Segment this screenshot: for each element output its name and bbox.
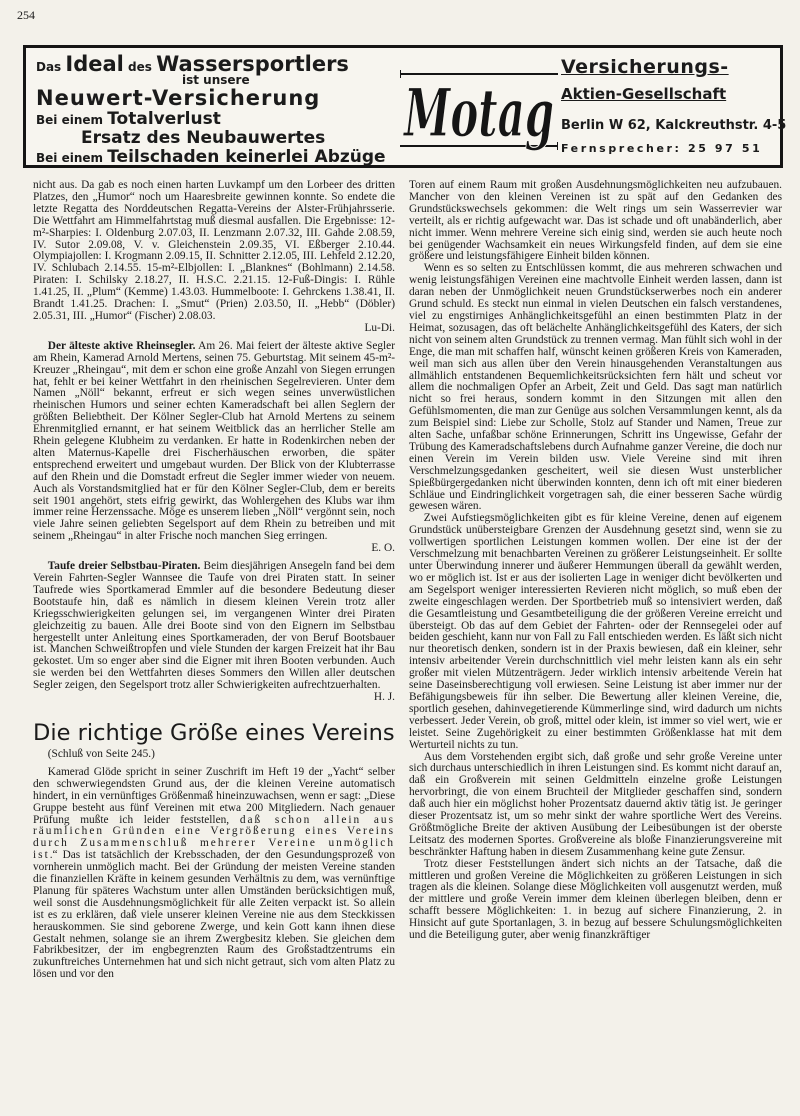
piraten-text: Beim diesjährigen Ansegeln fand bei dem Verein Fahrten-Segler Wannsee die Taufe von drei Piraten statt. In seiner Taufrede wies Sportkamerad Emmler auf die besondere Bedeutung dieser Bootstaufe hin, daß es nämlich in diesem kleinen Verein trotz aller Kriegsschwierigkeiten gelungen sei, im vergangenen Winter drei Piraten gleichzeitig zu bauen. Alle drei Boote sind von den Eignern im Selbstbau hergestellt unter Anleitung eines Sportkameraden, der von Beruf Bootsbauer ist. Manchen Schweißtropfen und viele Stunden der kargen Freizeit hat ihr Bau gekostet. Um so enger aber sind die Eigner mit ihren Booten verbunden. Auch sie werden bei den Wettfahrten dieses Sommers den Willen aller deutschen Segler zeigen, den Segelsport trotz aller Schwierigkeiten aufrechtzuerhalten. (33, 560, 395, 692)
company-info (561, 56, 787, 155)
article-text: Kamerad Glöde spricht in seiner Zuschrift im Heft 19 der „Yacht“ selber den schwerwiegendsten Grund aus, der die kleinen Vereine automatisch hindert, in ein vernünftiges Größenmaß hineinzuwachsen, wenn er sagt: „Diese Gruppe besteht aus fünf Vereinen mit etwa 200 Mitgliedern. Nach genauer Prüfung mußte ich leider feststellen, (33, 765, 395, 826)
right-column (409, 180, 782, 942)
page-number: 254 (17, 8, 35, 22)
article-paragraph: Toren auf einem Raum mit großen Ausdehnungsmöglichkeiten neu aufzubauen. Mancher von den kleinen Vereinen ist zu spät auf den Gedanken des Grundstückswechsels gekommen: die Welt rings um sein Wasserrevier war verteilt, als er richtig aufgewacht war. Das ist schade und oft unabänderlich, aber nicht immer. Wenn mehrere Vereine sich einig sind, werden sie auch heute noch bei genügender Wachsamkeit ein neues Wirkungsfeld finden, auf dem sie eine größere und leistungsfähigere Einheit bilden können. (409, 179, 782, 263)
continuation-note: (Schluß von Seite 245.) (47, 747, 155, 760)
rheinsegler-text: Am 26. Mai feiert der älteste aktive Segler am Rhein, Kamerad Arnold Mertens, seinen 75. Geburtstag. Mit seinem 45-m²-Kreuzer „Rheingau“, mit dem er schon eine große Anzahl von Siegen errungen hat, fehlt er bei keiner Wettfahrt in den rheinischen Segelrevieren. Unter dem Namen „Nöll“ bekannt, erfreut er sich wegen seines unverwüstlichen rheinischen Humors und seiner echten Kameradschaft bei allen Seglern der größten Beliebtheit. Der Kölner Segler-Club hat Arnold Mertens zu seinem Ehrenmitglied ernannt, er hat seinem Weitblick das an herrlicher Stelle am Rhein gelegene Klubheim zu verdanken. Er hatte in Rodenkirchen neben der alten Maternus-Kapelle drei Fischerhäuschen erworben, die später entsprechend erweitert und umgebaut wurden. Der Blick von der Klubterrasse auf den Rhein und die Domstadt erfreut die Segler immer wieder von neuem. Auch als Vorstandsmitglied hat er für den Kölner Segler-Club, dem er bereits seit 1901 angehört, stets eifrig gewirkt, das Wohlergehen des Klubs war ihm immer reine Herzenssache. Möge es unserem lieben „Nöll“ vergönnt sein, noch viele Jahre seinen geliebten Segelsport auf dem Rhein zu betreiben und mit seinem „Rheingau“ in alter Frische noch manchen Sieg erringen. (33, 339, 395, 543)
left-column (33, 180, 395, 981)
ad-word-bei-einem-2: Bei einem (36, 151, 108, 165)
article-title: Die richtige Größe eines Vereins (33, 719, 395, 746)
ad-word-teilschaden: Teilschaden keinerlei Abzüge (107, 147, 386, 167)
company-address: Berlin W 62, Kalckreuthstr. 4-5 (561, 117, 787, 133)
article-paragraph: Trotz dieser Feststellungen ändert sich nichts an der Tatsache, daß die mittleren und großen Vereine die Möglichkeiten zu größeren Leistungen in sich tragen als die kleinen. Solange diese Möglichkeiten voll ausgenutzt werden, muß der mittlere und große Verein immer dem kleinen überlegen bleiben, denn er schafft bessere Möglichkeiten: 1. in bezug auf sichere Finanzierung, 2. in Hinsicht auf gute Sportanlagen, 3. in bezug auf bessere Schulungsmöglichkeiten und die Beteiligung guter, aber wenig finanzkräftiger (409, 857, 782, 942)
company-name-line-1: Versicherungs- (561, 56, 729, 78)
ad-word-wassersportlers: Wassersportlers (156, 52, 349, 76)
author-signature: H. J. (373, 691, 395, 704)
company-name-line-2: Aktien-Gesellschaft (561, 84, 727, 103)
piraten-paragraph (33, 561, 395, 692)
ad-line-2: ist unsere (182, 73, 250, 87)
article-paragraph: Zwei Aufstiegsmöglichkeiten gibt es für kleine Vereine, denen auf eigenem Grundstück unübersteigbare Grenzen der Ausdehnung gesetzt sind, wenn sie zu vollwertigen sportlichen Leistungen kommen wollen. Der eine ist der der Verschmelzung mit benachbarten Vereinen zu größerer Leistungseinheit. Er sollte unter Überwindung innerer und äußerer Hemmungen überall da gewählt werden, wo er möglich ist. Ist er aus der isolierten Lage in weniger dicht bevölkerten und am Segelsport weniger interessierten Revieren nicht möglich, so muß eben der zweite eingeschlagen werden. Der Sportbetrieb muß so intensiviert werden, daß die Gesamtleistung und Gesamtbeteiligung die der größeren Vereine erreicht und übersteigt. Ob das auf dem Gebiet der Fahrten- oder der Rennsegelei oder auf beiden geschieht, kann nur von Fall zu Fall entschieden werden. Es läßt sich nicht nur theoretisch denken, sondern ist in der Praxis bewiesen, daß ein kleiner, sehr intensiv arbeitender Verein durchschnittlich viel mehr leisten kann als ein sehr großer mit vielen Mützenträgern. Jeder wirklich intensiv arbeitende Verein hat seine Daseinsberechtigung voll erwiesen. Seine Leistung ist aber immer nur der Befähigungsbeweis für ihn selber. Die Bewertung aller kleinen Vereine, die, sportlich gesehen, dahinvegetierende Kümmerlinge sind, wird dadurch um nichts verbessert. Jeder Verein, ob groß, mittel oder klein, ist immer so viel wert, wie er leistet. Seine Zugehörigkeit zu einer bestimmten Größenklasse hat mit dem Werturteil nichts zu tun. (409, 512, 782, 751)
ad-line-1 (36, 54, 376, 75)
company-phone: Fernsprecher: 25 97 51 (561, 141, 763, 155)
piraten-heading: Taufe dreier Selbstbau-Piraten. (47, 560, 201, 573)
rheinsegler-heading: Der älteste aktive Rheinsegler. (47, 339, 196, 352)
logo-text: Motag (402, 74, 554, 152)
article-paragraph: Wenn es so selten zu Entschlüssen kommt, die aus mehreren schwachen und wenig leistungsfähigen Vereinen eine machtvolle Einheit werden lassen, dann ist daran neben der Unmöglichkeit neuen Grundstückserwerbes noch ein anderer Grund schuld. Es steckt nun einmal in vielen Deutschen ein falsch verstandenes, viel zu engstirniges Anhänglichkeitsgefühl an einen bestimmten Platz in der Heimat, sozusagen, das oft belächelte Anhänglichkeitsgefühl des Katers, der sich nicht von seinem alten Grundstück zu trennen vermag. Man fühlt sich wohl in der Enge, die man mit schaffen half, wünscht keinen größeren Kreis von Kameraden, weil man sich aus allen über den Verein hinausgehenden Veranstaltungen aus allmählich entstandenen Bequemlichkeitsrücksichten fern hält und scheut vor allem die nochmaligen Opfer an Arbeit, Zeit und Geld. Das sagt man natürlich nicht so frei heraus, sondern kommt in den Sitzungen mit allen den Gefühlsmomenten, die man zur Genüge aus solchen Versammlungen kennt, als da zum Beispiel sind: Liebe zur Scholle, Stolz auf Stander und Namen, Treue zur alten Sache, unfaßbar schöne Erinnerungen, Schritt ins Ungewisse, Gefahr der Trübung des Kameradschaftslebens durch Aufnahme ganzer Vereine, die doch nur einen Verein im Verein bilden usw. Viele Vereine sind mit ihren Verschmelzungsgedanken gescheitert, weil sie diesen Wust unsterblicher Spießbürgergedanken nicht überwinden konnten, denn ich oft mit einer biederen Schläue und Eindringlichkeit vorgetragen sah, die einer besseren Sache würdig gewesen wären. (409, 262, 782, 513)
regatta-results-paragraph: nicht aus. Da gab es noch einen harten Luvkampf um den Lorbeer des dritten Platzes, den „Humor“ noch um Haaresbreite gewinnen konnte. So endete die letzte Regatta des Norddeutschen Regatta-Vereins der Alster-Frühjahrsserie. Die Wettfahrt am Himmelfahrtstag muß diesmal ausfallen. Die Ergebnisse: 12-m²-Sharpies: I. Oldenburg 2.07.03, II. Lenzmann 2.07.32, III. Gahde 2.08.59, IV. Sutor 2.09.08, V. v. Gleichenstein 2.09.35, VI. Eßberger 2.10.44. Olympiajollen: I. Krogmann 2.09.15, II. Schnitter 2.12.05, III. Lehfeld 2.12.20, IV. Schlubach 2.14.55. 15-m²-Elbjollen: I. „Blanknes“ (Bohlmann) 2.14.58. Piraten: I. Schilsky 2.18.27, II. H.S.C. 2.21.15. 12-Fuß-Dingis: I. Rühle 1.41.25, II. „Plum“ (Kemme) 1.43.03. Hummelboote: I. Gehrckens 1.38.41, II. Brandt 1.41.25. Drachen: I. „Smut“ (Prien) 2.03.50, II. „Hebb“ (Döbler) 2.05.31, III. „Humor“ (Fischer) 2.08.03. (33, 179, 395, 322)
ad-word-bei-einem: Bei einem (36, 113, 108, 127)
author-signature: Lu-Di. (364, 321, 395, 334)
article-paragraph (33, 767, 395, 981)
ad-word-ideal: Ideal (65, 52, 124, 76)
ad-word-des: des (123, 60, 157, 74)
author-signature: E. O. (371, 542, 395, 555)
ad-word-das: Das (36, 60, 66, 74)
ad-line-4 (36, 111, 376, 128)
article-paragraph: Aus dem Vorstehenden ergibt sich, daß große und sehr große Vereine unter sich durchaus unterschiedlich in ihren Leistungen sind. Es kommt nicht darauf an, daß ein Großverein mit seinen Geldmitteln einzelne große Leistungen hervorbringt, die von einem Bruchteil der Mitglieder geschaffen sind, sondern daß auch hier ein möglichst hoher Prozentsatz dauernd aktiv tätig ist. Je geringer dieser Prozentsatz ist, um so mehr sinkt der wahre sportliche Wert des Vereins. Größtmögliche Breite der aktiven Ausübung der Leibesübungen ist der oberste Leitsatz des modernen Sportes. Großvereine als bloße Finanzierungsvereine mit beschränkter Haftung haben in diesem Zusammenhang keine gute Zensur. (409, 750, 782, 858)
ad-line-6 (36, 147, 386, 167)
article-emphasis: daß schon allein aus räumlichen Gründen eine Vergrößerung eines Vereins durch Zusammenschluß mehrerer Vereine unmöglich ist (33, 813, 396, 862)
advertisement (23, 45, 787, 168)
rheinsegler-paragraph (33, 341, 395, 543)
ad-line-5: Ersatz des Neubauwertes (81, 128, 326, 148)
ad-line-3: Neuwert-Versicherung (36, 86, 321, 110)
ad-slogan (36, 52, 386, 167)
company-logo (400, 60, 558, 158)
article-text: .“ Das ist tatsächlich der Krebsschaden, der den Gesundungsprozeß von vornherein unmöglich macht. Bei der Gründung der meisten Vereine standen die finanziellen Kräfte in keinem gesunden Verhältnis zu dem, was vernünftige Planung für späteres Wachstum unter allen Umständen berücksichtigen muß, weil sonst die Ausdehnungsmöglichkeit für alle Zeiten verpackt ist. So allein ist es zu erklären, daß viele unserer kleinen Vereine nie aus dem Steckkissen herauskommen. Sie sind geborene Zwerge, und kein Gott kann ihnen diese Gestalt nehmen, solange sie an ihrem Zwergbesitz kleben. Sie gleichen dem Fabrikbesitzer, der im engbegrenzten Raum des Großstadtzentrums ein zukunftreiches Unternehmen hat und sich nicht getraut, sich vom alten Platz zu lösen und vor den (33, 849, 395, 981)
ad-word-totalverlust: Totalverlust (107, 109, 221, 129)
company-logo-graphic (400, 60, 558, 158)
